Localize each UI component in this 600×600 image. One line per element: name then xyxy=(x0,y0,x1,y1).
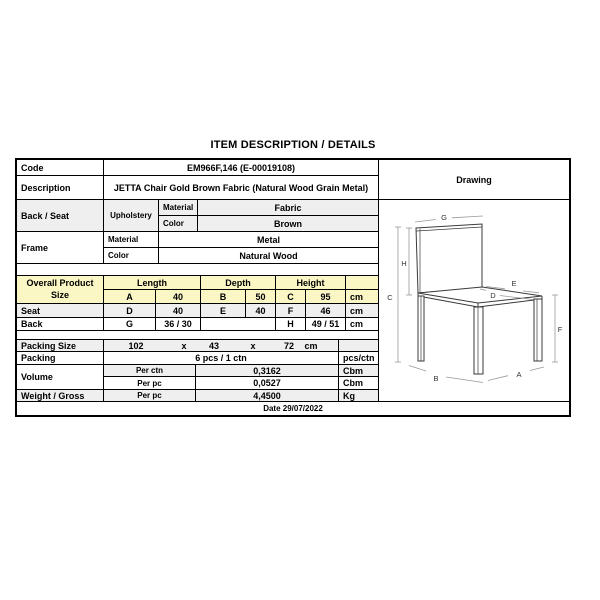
overall-length-key: A xyxy=(104,290,156,304)
back-seat-color-value: Brown xyxy=(198,216,379,232)
date-row: Date 29/07/2022 xyxy=(17,402,569,415)
seat-length-value: 40 xyxy=(156,304,201,318)
seat-length-key: D xyxy=(104,304,156,318)
volume-label: Volume xyxy=(17,365,104,390)
back-unit: cm xyxy=(346,318,379,331)
per-ctn-unit: Cbm xyxy=(339,365,379,377)
frame-color-value: Natural Wood xyxy=(159,248,379,264)
packing-size-v2: 43 xyxy=(208,340,220,351)
back-seat-color-label: Color xyxy=(159,216,198,232)
back-depth-empty xyxy=(201,318,276,331)
weight-value: 4,4500 xyxy=(196,390,339,402)
seat-height-key: F xyxy=(276,304,306,318)
packing-size-unit: cm xyxy=(304,340,318,351)
chair-drawing xyxy=(379,200,569,402)
code-label: Code xyxy=(17,160,104,176)
dim-label-F: F xyxy=(557,324,563,334)
overall-length-value: 40 xyxy=(156,290,201,304)
seat-height-value: 46 xyxy=(306,304,346,318)
spacer-row xyxy=(17,331,379,340)
packing-label: Packing xyxy=(17,352,104,365)
per-pc-unit: Cbm xyxy=(339,377,379,390)
per-pc-value: 0,0527 xyxy=(196,377,339,390)
back-length-key: G xyxy=(104,318,156,331)
frame-material-value: Metal xyxy=(159,232,379,248)
dim-label-G: G xyxy=(441,212,447,222)
packing-size-v3: 72 xyxy=(283,340,295,351)
per-pc-label: Per pc xyxy=(104,377,196,390)
page-title: ITEM DESCRIPTION / DETAILS xyxy=(210,139,376,151)
size-corner-label: Overall Product Size xyxy=(17,276,104,304)
frame-label: Frame xyxy=(17,232,104,264)
back-seat-material-value: Fabric xyxy=(198,200,379,216)
drawing-header: Drawing xyxy=(379,160,569,200)
weight-unit: Kg xyxy=(339,390,379,402)
packing-size-label: Packing Size xyxy=(17,340,104,352)
packing-unit: pcs/ctn xyxy=(339,352,379,365)
overall-depth-key: B xyxy=(201,290,246,304)
back-row-label: Back xyxy=(17,318,104,331)
dim-label-E: E xyxy=(511,278,517,288)
seat-unit: cm xyxy=(346,304,379,318)
height-header: Height xyxy=(276,276,346,290)
packing-size-value xyxy=(104,340,339,352)
dim-label-C: C xyxy=(387,292,393,302)
back-seat-material-label: Material xyxy=(159,200,198,216)
length-header: Length xyxy=(104,276,201,290)
description-label: Description xyxy=(17,176,104,200)
spec-sheet-table xyxy=(15,158,571,417)
per-ctn-label: Per ctn xyxy=(104,365,196,377)
frame-material-label: Material xyxy=(104,232,159,248)
dim-label-D: D xyxy=(490,290,496,300)
drawing-canvas xyxy=(379,200,569,402)
unit-header-empty xyxy=(346,276,379,290)
overall-height-key: C xyxy=(276,290,306,304)
back-height-key: H xyxy=(276,318,306,331)
depth-header: Depth xyxy=(201,276,276,290)
overall-unit: cm xyxy=(346,290,379,304)
back-length-value: 36 / 30 xyxy=(156,318,201,331)
back-height-value: 49 / 51 xyxy=(306,318,346,331)
description-value: JETTA Chair Gold Brown Fabric (Natural Wood Grain Metal) xyxy=(104,176,379,200)
packing-value: 6 pcs / 1 ctn xyxy=(104,352,339,365)
code-value: EM966F,146 (E-00019108) xyxy=(104,160,379,176)
seat-depth-key: E xyxy=(201,304,246,318)
overall-depth-value: 50 xyxy=(246,290,276,304)
frame-color-label: Color xyxy=(104,248,159,264)
dim-label-H: H xyxy=(401,258,407,268)
spacer-row xyxy=(17,264,379,276)
seat-row-label: Seat xyxy=(17,304,104,318)
dim-label-B: B xyxy=(433,373,439,383)
packing-size-unit-cell xyxy=(339,340,379,352)
upholstery-label: Upholstery xyxy=(104,200,159,232)
packing-size-x1: x xyxy=(181,340,187,351)
weight-label: Weight / Gross xyxy=(17,390,104,402)
overall-height-value: 95 xyxy=(306,290,346,304)
weight-per-label: Per pc xyxy=(104,390,196,402)
dim-label-A: A xyxy=(516,369,522,379)
per-ctn-value: 0,3162 xyxy=(196,365,339,377)
packing-size-x2: x xyxy=(250,340,256,351)
seat-depth-value: 40 xyxy=(246,304,276,318)
back-seat-label: Back / Seat xyxy=(17,200,104,232)
packing-size-v1: 102 xyxy=(128,340,144,351)
